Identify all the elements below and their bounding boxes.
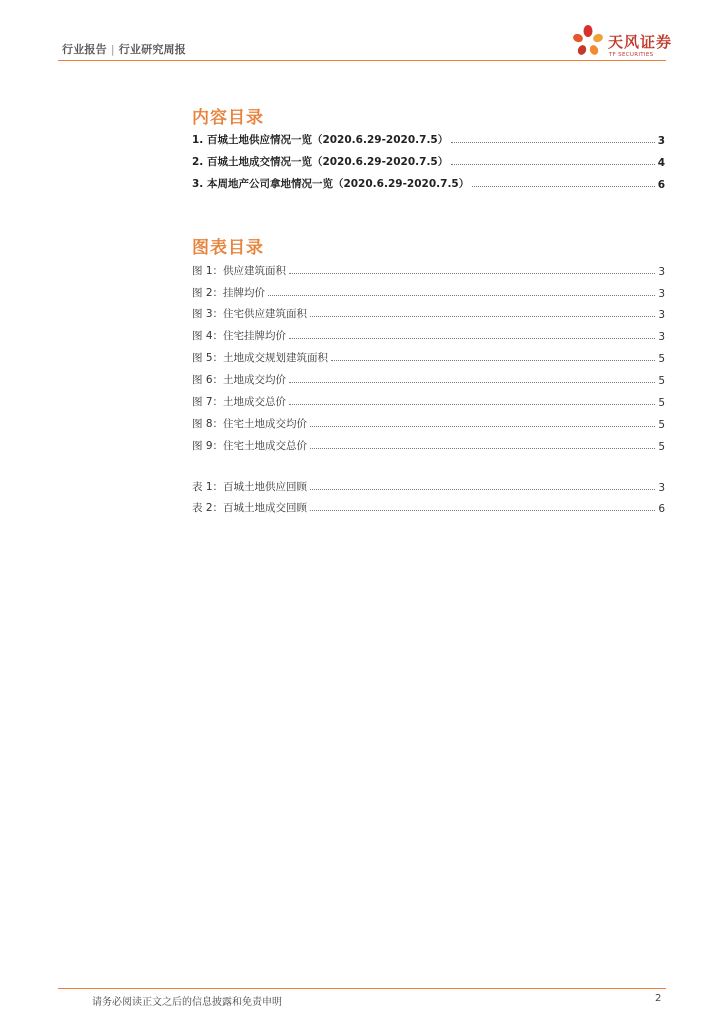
dot-leader	[289, 403, 655, 405]
toc-entry-page: 6	[657, 179, 665, 191]
toc-entry-label: 2. 百城土地成交情况一览（2020.6.29-2020.7.5）	[192, 156, 449, 168]
dot-leader	[310, 315, 655, 317]
toc-entry[interactable]	[192, 153, 665, 169]
flower-logo-icon	[568, 22, 608, 62]
figure-entry[interactable]	[192, 305, 665, 321]
footer-disclaimer: 请务必阅读正文之后的信息披露和免责申明	[92, 997, 282, 1008]
figure-entry-page: 3	[658, 331, 665, 343]
table-entry-label: 表 2：百城土地成交回顾	[192, 502, 308, 514]
figure-entry[interactable]	[192, 327, 665, 343]
figure-entry-label: 图 7：土地成交总价	[192, 396, 287, 408]
figure-entry-label: 图 4：住宅挂牌均价	[192, 330, 287, 342]
figure-entry-label: 图 6：土地成交均价	[192, 374, 287, 386]
figure-entry[interactable]	[192, 415, 665, 431]
toc-title: 内容目录	[192, 108, 264, 128]
figure-entry[interactable]	[192, 284, 665, 300]
dot-leader	[310, 509, 655, 511]
table-entry-page: 3	[658, 482, 665, 494]
table-entry-label: 表 1：百城土地供应回顾	[192, 481, 308, 493]
footer-rule	[58, 988, 666, 989]
figure-entry-page: 5	[658, 397, 665, 409]
figure-entry-page: 3	[658, 309, 665, 321]
toc-entry-page: 3	[657, 135, 665, 147]
dot-leader	[268, 294, 655, 296]
figure-entry-page: 5	[658, 375, 665, 387]
figure-entry-page: 5	[658, 353, 665, 365]
figure-entry-page: 3	[658, 288, 665, 300]
dot-leader	[310, 488, 655, 490]
dot-leader	[289, 381, 655, 383]
dot-leader	[289, 272, 655, 274]
toc-entry[interactable]	[192, 175, 665, 191]
logo-chinese-name: 天风证券	[608, 33, 673, 51]
dot-leader	[472, 185, 654, 187]
figure-entry[interactable]	[192, 371, 665, 387]
report-header	[62, 41, 186, 57]
header-separator: |	[110, 43, 115, 56]
toc-entry-label: 1. 百城土地供应情况一览（2020.6.29-2020.7.5）	[192, 134, 449, 146]
dot-leader	[310, 425, 655, 427]
report-type: 行业报告	[62, 43, 107, 56]
figure-entry[interactable]	[192, 437, 665, 453]
figure-entry[interactable]	[192, 349, 665, 365]
toc-entry[interactable]	[192, 131, 665, 147]
dot-leader	[331, 359, 655, 361]
figure-entry-label: 图 2：挂牌均价	[192, 287, 266, 299]
table-entry[interactable]	[192, 478, 665, 494]
figure-entry-page: 5	[658, 441, 665, 453]
dot-leader	[451, 163, 654, 165]
figure-entry-page: 3	[658, 266, 665, 278]
figure-list-title: 图表目录	[192, 238, 264, 258]
dot-leader	[451, 141, 654, 143]
company-logo	[568, 22, 678, 62]
figure-entry-label: 图 3：住宅供应建筑面积	[192, 308, 308, 320]
dot-leader	[310, 447, 655, 449]
report-subtype: 行业研究周报	[118, 43, 186, 56]
table-entry-page: 6	[658, 503, 665, 515]
figure-entry[interactable]	[192, 262, 665, 278]
toc-entry-label: 3. 本周地产公司拿地情况一览（2020.6.29-2020.7.5）	[192, 178, 470, 190]
logo-english-name: TF SECURITIES	[609, 52, 654, 58]
table-entry[interactable]	[192, 499, 665, 515]
toc-entry-page: 4	[657, 157, 665, 169]
figure-entry-label: 图 1：供应建筑面积	[192, 265, 287, 277]
page-number: 2	[655, 993, 662, 1004]
figure-entry-label: 图 8：住宅土地成交均价	[192, 418, 308, 430]
dot-leader	[289, 337, 655, 339]
figure-entry-page: 5	[658, 419, 665, 431]
figure-entry[interactable]	[192, 393, 665, 409]
figure-entry-label: 图 9：住宅土地成交总价	[192, 440, 308, 452]
figure-entry-label: 图 5：土地成交规划建筑面积	[192, 352, 329, 364]
